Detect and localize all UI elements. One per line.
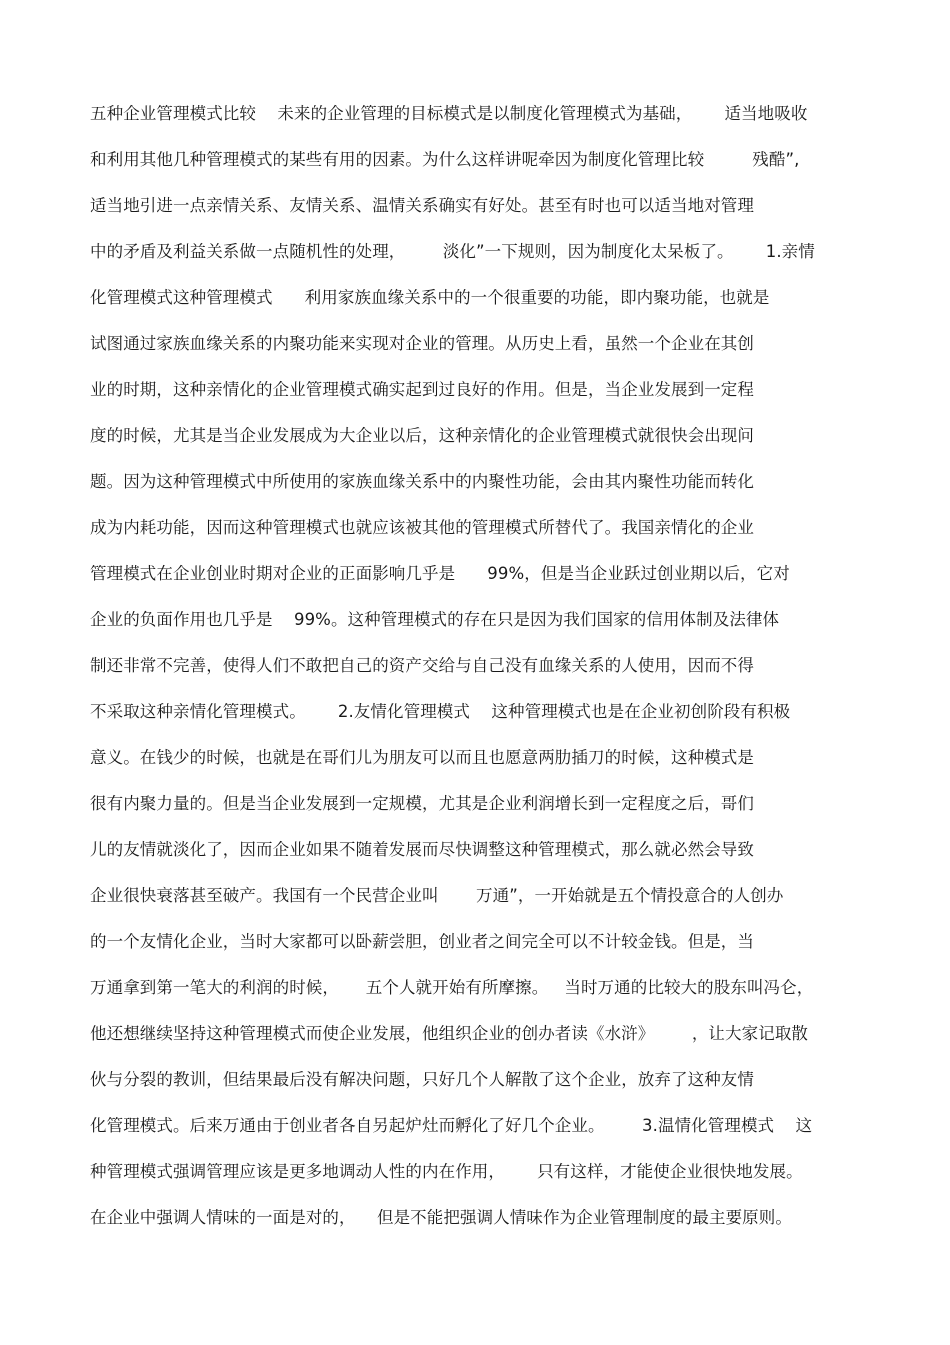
text-line: 化管理模式这种管理模式 利用家族血缘关系中的一个很重要的功能，即内聚功能，也就是 — [90, 288, 770, 307]
text-line: 企业很快衰落甚至破产。我国有一个民营企业叫 万通”，一开始就是五个情投意合的人创办 — [90, 886, 784, 905]
text-line: 万通拿到第一笔大的利润的时候， 五个人就开始有所摩擦。 当时万通的比较大的股东叫冯仑， — [90, 978, 814, 997]
text-line: 试图通过家族血缘关系的内聚功能来实现对企业的管理。从历史上看，虽然一个企业在其创 — [90, 334, 754, 353]
text-line: 管理模式在企业创业时期对企业的正面影响几乎是 99%，但是当企业跃过创业期以后，它对 — [90, 564, 790, 583]
text-line: 五种企业管理模式比较 未来的企业管理的目标模式是以制度化管理模式为基础， 适当地吸收 — [90, 104, 808, 123]
text-line: 制还非常不完善，使得人们不敢把自己的资产交给与自己没有血缘关系的人使用，因而不得 — [90, 656, 754, 675]
text-line: 度的时候，尤其是当企业发展成为大企业以后，这种亲情化的企业管理模式就很快会出现问 — [90, 426, 754, 445]
text-line: 和利用其他几种管理模式的某些有用的因素。为什么这样讲呢牵因为制度化管理比较 残酷”, — [90, 150, 800, 169]
text-line: 企业的负面作用也几乎是 99%。这种管理模式的存在只是因为我们国家的信用体制及法律体 — [90, 610, 780, 629]
text-line: 在企业中强调人情味的一面是对的， 但是不能把强调人情味作为企业管理制度的最主要原则。 — [90, 1208, 792, 1227]
text-line: 的一个友情化企业，当时大家都可以卧薪尝胆，创业者之间完全可以不计较金钱。但是，当 — [90, 932, 754, 951]
text-line: 不采取这种亲情化管理模式。 2.友情化管理模式 这种管理模式也是在企业初创阶段有积极 — [90, 702, 791, 721]
text-line: 儿的友情就淡化了，因而企业如果不随着发展而尽快调整这种管理模式，那么就必然会导致 — [90, 840, 754, 859]
text-line: 种管理模式强调管理应该是更多地调动人性的内在作用， 只有这样，才能使企业很快地发展。 — [90, 1162, 803, 1181]
text-line: 伙与分裂的教训，但结果最后没有解决问题，只好几个人解散了这个企业，放弃了这种友情 — [90, 1070, 754, 1089]
text-line: 化管理模式。后来万通由于创业者各自另起炉灶而孵化了好几个企业。 3.温情化管理模式 这 — [90, 1116, 813, 1135]
text-line: 题。因为这种管理模式中所使用的家族血缘关系中的内聚性功能，会由其内聚性功能而转化 — [90, 472, 754, 491]
text-line: 中的矛盾及利益关系做一点随机性的处理， 淡化”一下规则，因为制度化太呆板了。 1.亲情 — [90, 242, 815, 261]
text-line: 他还想继续坚持这种管理模式而使企业发展，他组织企业的创办者读《水浒》 ，让大家记取散 — [90, 1024, 809, 1043]
text-line: 意义。在钱少的时候，也就是在哥们儿为朋友可以而且也愿意两肋插刀的时候，这种模式是 — [90, 748, 754, 767]
text-line: 很有内聚力量的。但是当企业发展到一定规模，尤其是企业利润增长到一定程度之后，哥们 — [90, 794, 754, 813]
text-line: 业的时期，这种亲情化的企业管理模式确实起到过良好的作用。但是，当企业发展到一定程 — [90, 380, 754, 399]
text-line: 成为内耗功能，因而这种管理模式也就应该被其他的管理模式所替代了。我国亲情化的企业 — [90, 518, 754, 537]
text-line: 适当地引进一点亲情关系、友情关系、温情关系确实有好处。甚至有时也可以适当地对管理 — [90, 196, 754, 215]
